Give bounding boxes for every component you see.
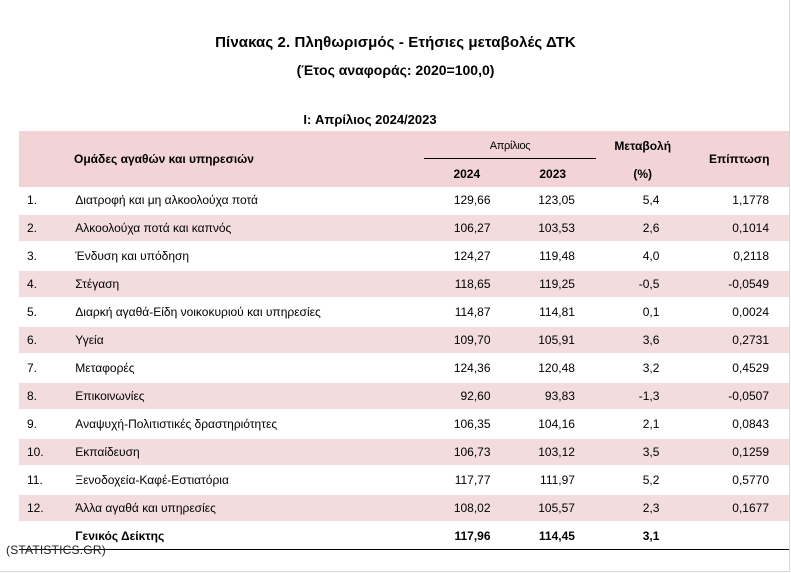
row-number: 3. (19, 242, 75, 270)
row-change-percent: 2,6 (596, 214, 689, 242)
row-change-percent: 5,2 (596, 466, 689, 494)
row-impact: 0,1677 (689, 494, 789, 522)
row-number: 7. (19, 354, 75, 382)
row-category-name: Αναψυχή-Πολιτιστικές δραστηριότητες (75, 410, 424, 438)
row-value-2024: 117,77 (424, 466, 509, 494)
row-change-percent: 4,0 (596, 242, 689, 270)
row-category-name: Άλλα αγαθά και υπηρεσίες (75, 494, 424, 522)
table-body (19, 187, 789, 522)
header-year-2023: 2023 (539, 167, 567, 181)
row-number: 1. (19, 187, 75, 214)
table-row (19, 438, 789, 466)
row-value-2023: 103,53 (510, 214, 596, 242)
table-row (19, 270, 789, 298)
row-category-name: Υγεία (75, 326, 424, 354)
row-change-percent: 3,5 (596, 438, 689, 466)
table-subtitle: (Έτος αναφοράς: 2020=100,0) (296, 62, 495, 78)
row-value-2024: 124,27 (424, 242, 509, 270)
header-months-cell (424, 131, 596, 161)
row-impact: 0,1014 (689, 214, 789, 242)
row-number: 9. (19, 410, 75, 438)
row-change-percent: 5,4 (596, 187, 689, 214)
source-credit: (STATISTICS.GR) (6, 543, 106, 557)
row-impact: 0,2731 (689, 326, 789, 354)
row-value-2024: 108,02 (424, 494, 509, 522)
row-impact: 0,1259 (689, 438, 789, 466)
cpi-table (19, 131, 789, 550)
row-impact: 1,1778 (689, 187, 789, 214)
row-number: 2. (19, 214, 75, 242)
header-change-label: Μεταβολή (614, 139, 672, 153)
row-number: 6. (19, 326, 75, 354)
total-value-2023: 114,45 (510, 522, 596, 550)
row-value-2023: 104,16 (510, 410, 596, 438)
row-value-2023: 119,48 (510, 242, 596, 270)
row-category-name: Εκπαίδευση (75, 438, 424, 466)
header-impact-label: Επίπτωση (709, 152, 770, 166)
row-value-2023: 93,83 (510, 382, 596, 410)
row-change-percent: 2,3 (596, 494, 689, 522)
row-change-percent: 0,1 (596, 298, 689, 326)
row-value-2024: 114,87 (424, 298, 509, 326)
row-value-2023: 114,81 (510, 298, 596, 326)
table-row (19, 242, 789, 270)
row-impact: 0,5770 (689, 466, 789, 494)
row-change-percent: 2,1 (596, 410, 689, 438)
row-value-2023: 103,12 (510, 438, 596, 466)
table-row (19, 354, 789, 382)
total-impact (689, 522, 789, 550)
row-category-name: Στέγαση (75, 270, 424, 298)
header-year-2024: 2024 (453, 167, 481, 181)
row-number: 4. (19, 270, 75, 298)
row-category-name: Αλκοολούχα ποτά και καπνός (75, 214, 424, 242)
row-impact: -0,0549 (689, 270, 789, 298)
row-number: 8. (19, 382, 75, 410)
table-row (19, 187, 789, 214)
row-category-name: Ένδυση και υπόδηση (75, 242, 424, 270)
header-groups-label: Ομάδες αγαθών και υπηρεσιών (74, 152, 254, 166)
row-value-2024: 92,60 (424, 382, 509, 410)
header-change-unit: (%) (633, 167, 653, 181)
row-category-name: Μεταφορές (75, 354, 424, 382)
row-change-percent: 3,6 (596, 326, 689, 354)
row-value-2024: 106,73 (424, 438, 509, 466)
total-label: Γενικός Δείκτης (75, 522, 424, 550)
header-months: Απρίλιος (424, 138, 596, 159)
row-number: 12. (19, 494, 75, 522)
header-impact (689, 131, 789, 187)
row-category-name: Διαρκή αγαθά-Είδη νοικοκυριού και υπηρεσίες (75, 298, 424, 326)
table-row (19, 298, 789, 326)
row-change-percent: -0,5 (596, 270, 689, 298)
row-number: 10. (19, 438, 75, 466)
row-impact: 0,4529 (689, 354, 789, 382)
header-groups (19, 131, 424, 187)
row-change-percent: -1,3 (596, 382, 689, 410)
row-number: 11. (19, 466, 75, 494)
total-row (19, 522, 789, 550)
table-row (19, 382, 789, 410)
table-row (19, 214, 789, 242)
header-change (596, 131, 689, 161)
row-value-2024: 129,66 (424, 187, 509, 214)
row-value-2024: 118,65 (424, 270, 509, 298)
row-value-2023: 111,97 (510, 466, 596, 494)
row-value-2024: 124,36 (424, 354, 509, 382)
row-value-2024: 106,27 (424, 214, 509, 242)
row-value-2023: 123,05 (510, 187, 596, 214)
header-row-top (19, 131, 789, 161)
row-category-name: Ξενοδοχεία-Καφέ-Εστιατόρια (75, 466, 424, 494)
table-row (19, 466, 789, 494)
row-value-2024: 109,70 (424, 326, 509, 354)
row-change-percent: 3,2 (596, 354, 689, 382)
table-row (19, 494, 789, 522)
row-category-name: Επικοινωνίες (75, 382, 424, 410)
table-row (19, 326, 789, 354)
row-impact: 0,0843 (689, 410, 789, 438)
row-value-2023: 105,91 (510, 326, 596, 354)
table-title: Πίνακας 2. Πληθωρισμός - Ετήσιες μεταβολές ΔΤΚ (215, 34, 576, 51)
row-impact: -0,0507 (689, 382, 789, 410)
total-value-2024: 117,96 (424, 522, 509, 550)
row-value-2023: 119,25 (510, 270, 596, 298)
table-row (19, 410, 789, 438)
row-value-2023: 105,57 (510, 494, 596, 522)
row-number: 5. (19, 298, 75, 326)
total-change: 3,1 (596, 522, 689, 550)
row-category-name: Διατροφή και μη αλκοολούχα ποτά (75, 187, 424, 214)
row-impact: 0,0024 (689, 298, 789, 326)
row-value-2023: 120,48 (510, 354, 596, 382)
row-value-2024: 106,35 (424, 410, 509, 438)
section-title: I: Απρίλιος 2024/2023 (303, 112, 437, 127)
row-impact: 0,2118 (689, 242, 789, 270)
